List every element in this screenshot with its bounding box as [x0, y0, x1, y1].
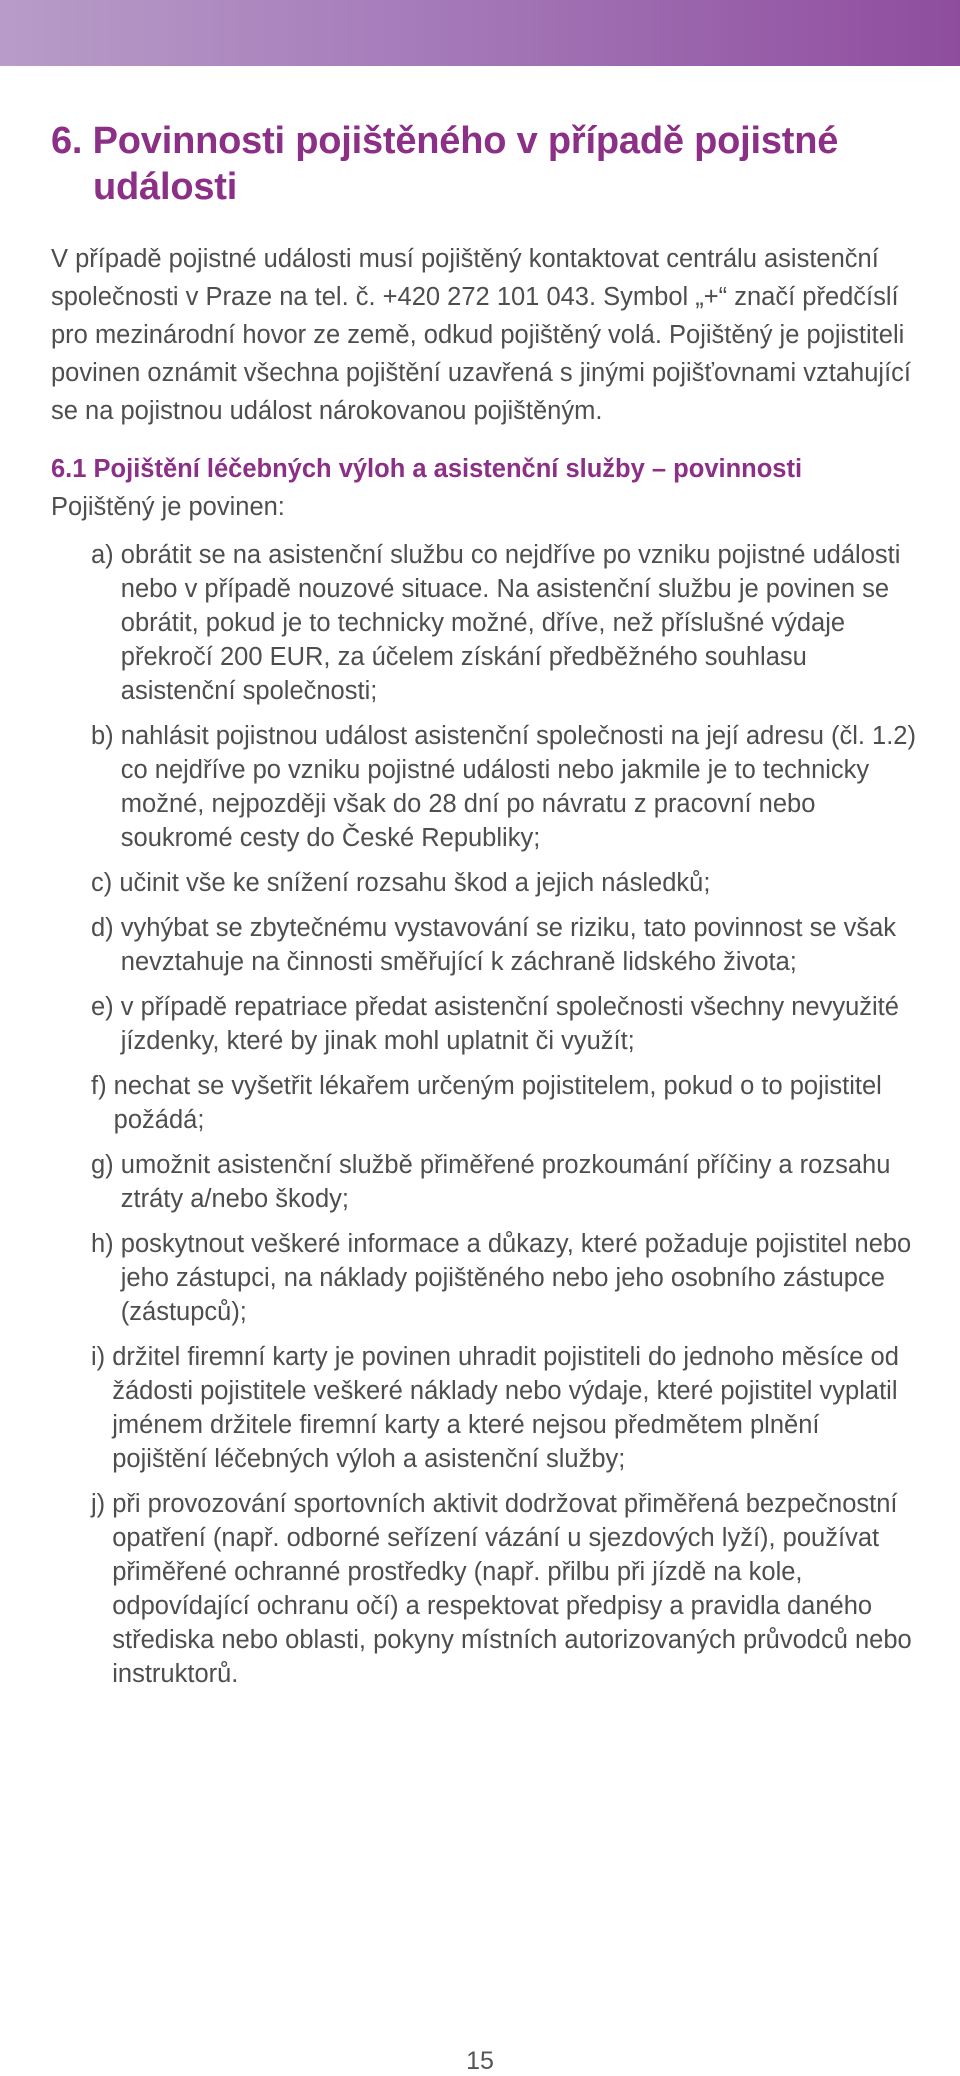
list-item-text: obrátit se na asistenční službu co nejdříve po vzniku pojistné události nebo v případě nouzové situace. Na asistenční službu je povinen se obrátit, pokud je to technicky možné, dříve, než příslušné výdaje překročí 200 EUR, za účelem získání předběžného souhlasu asistenční společnosti;	[120, 541, 901, 705]
list-marker: d)	[91, 914, 121, 942]
list-marker: g)	[91, 1151, 121, 1179]
page-content	[51, 118, 921, 1702]
list-item	[91, 538, 921, 708]
list-marker: e)	[91, 993, 121, 1021]
list-item	[91, 911, 921, 979]
list-marker: j)	[91, 1490, 113, 1518]
header-color-band	[0, 0, 960, 66]
list-item	[91, 1069, 921, 1137]
list-item-text: nechat se vyšetřit lékařem určeným pojistitelem, pokud o to pojistitel požádá;	[113, 1072, 882, 1134]
section-heading: 6. Povinnosti pojištěného v případě pojistné události	[51, 120, 839, 208]
list-item-text: v případě repatriace předat asistenční společnosti všechny nevyužité jízdenky, které by jinak mohl uplatnit či využít;	[120, 993, 899, 1055]
list-item	[91, 990, 921, 1058]
list-marker: h)	[91, 1230, 121, 1258]
list-item-text: nahlásit pojistnou událost asistenční společnosti na její adresu (čl. 1.2) co nejdříve po vzniku pojistné události nebo jakmile je to technicky možné, nejpozději však do 28 dní po návratu z pracovní nebo soukromé cesty do České Republiky;	[120, 722, 916, 852]
list-item-text: umožnit asistenční službě přiměřené prozkoumání příčiny a rozsahu ztráty a/nebo škody;	[120, 1151, 891, 1213]
page-number: 15	[466, 2047, 494, 2075]
list-item-text: učinit vše ke snížení rozsahu škod a jejich následků;	[119, 869, 711, 897]
obligations-lead: Pojištěný je povinen:	[51, 493, 285, 521]
list-item	[91, 719, 921, 855]
list-item	[91, 1227, 921, 1329]
list-item	[91, 866, 921, 900]
obligations-list	[91, 538, 921, 1691]
list-item-text: držitel firemní karty je povinen uhradit pojistiteli do jednoho měsíce od žádosti pojistitele veškeré náklady nebo výdaje, které pojistitel vyplatil jménem držitele firemní karty a které nejsou předmětem plnění pojištění léčebných výloh a asistenční služby;	[112, 1343, 899, 1473]
intro-paragraph: V případě pojistné události musí pojištěný kontaktovat centrálu asistenční společnosti v Praze na tel. č. +420 272 101 043. Symbol „+“ značí předčíslí pro mezinárodní hovor ze země, odkud pojištěný volá. Pojištěný je pojistiteli povinen oznámit všechna pojištění uzavřená s jinými pojišťovnami vztahující se na pojistnou událost nárokovanou pojištěným.	[51, 245, 911, 425]
list-marker: b)	[91, 722, 121, 750]
subsection-title: 6.1 Pojištění léčebných výloh a asistenční služby – povinnosti	[51, 455, 803, 483]
list-item	[91, 1148, 921, 1216]
list-marker: a)	[91, 541, 121, 569]
list-marker: f)	[91, 1072, 114, 1100]
list-item-text: při provozování sportovních aktivit dodržovat přiměřená bezpečnostní opatření (např. odborné seřízení vázání u sjezdových lyží), používat přiměřené ochranné prostředky (např. přilbu při jízdě na kole, odpovídající ochranu očí) a respektovat předpisy a pravidla daného střediska nebo oblasti, pokyny místních autorizovaných průvodců nebo instruktorů.	[112, 1490, 912, 1688]
list-marker: c)	[91, 869, 120, 897]
list-item	[91, 1340, 921, 1476]
list-marker: i)	[91, 1343, 113, 1371]
list-item	[91, 1487, 921, 1691]
list-item-text: poskytnout veškeré informace a důkazy, které požaduje pojistitel nebo jeho zástupci, na náklady pojištěného nebo jeho osobního zástupce (zástupců);	[120, 1230, 912, 1326]
list-item-text: vyhýbat se zbytečnému vystavování se riziku, tato povinnost se však nevztahuje na činnosti směřující k záchraně lidského života;	[120, 914, 897, 976]
